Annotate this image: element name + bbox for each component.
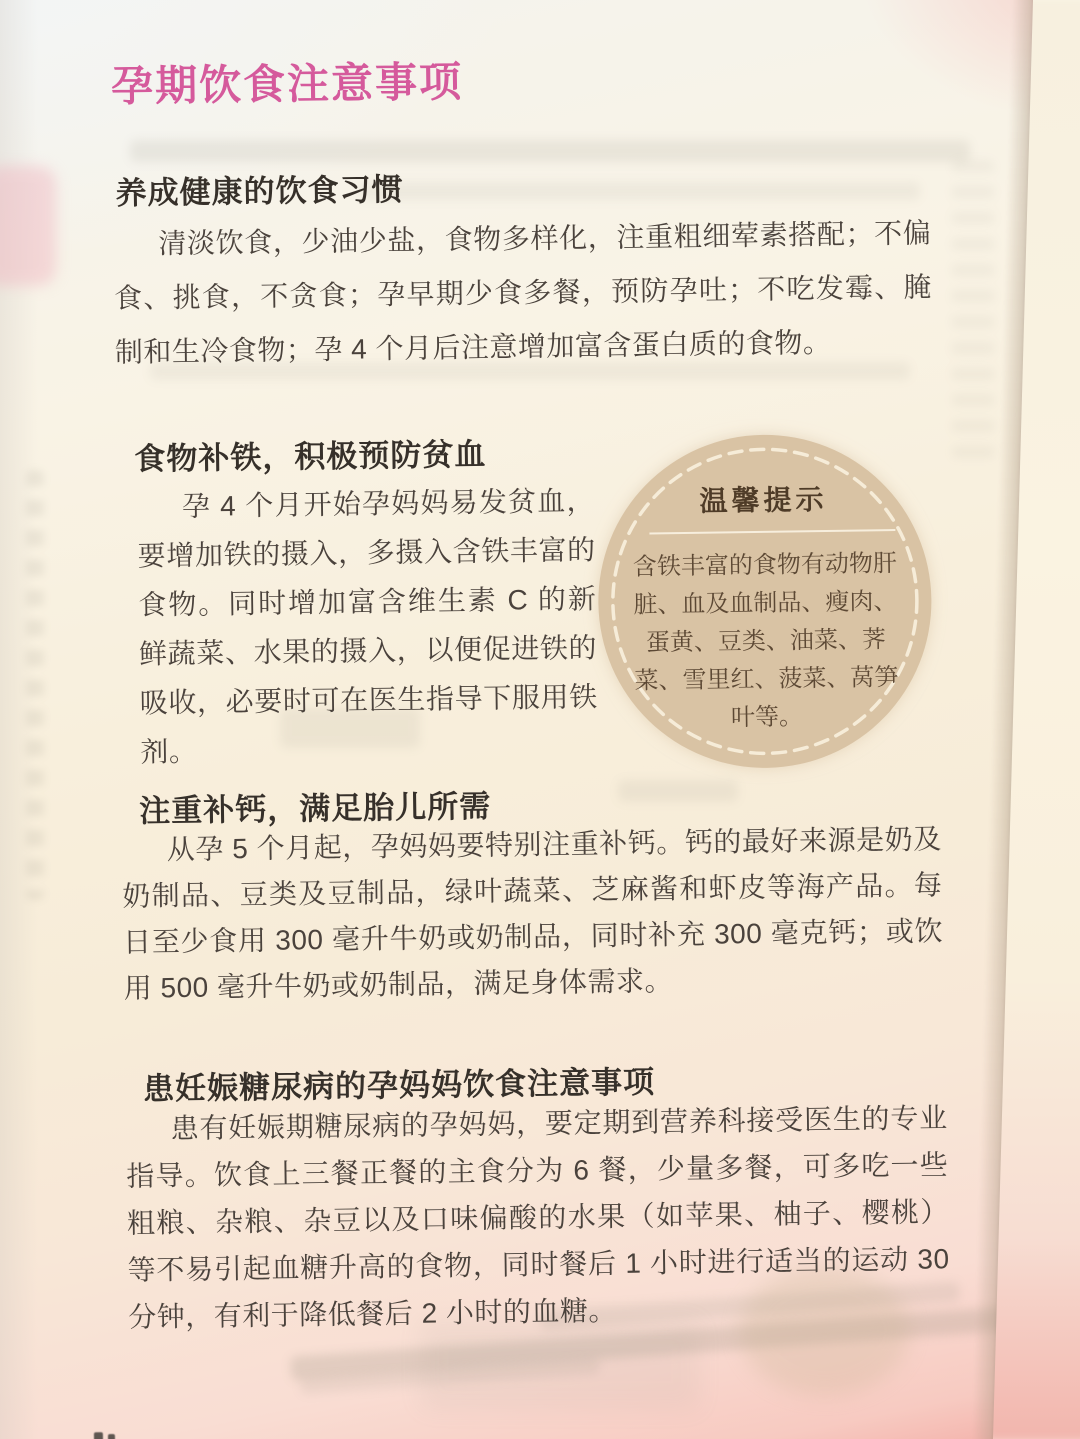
section-body-eating-habits: 清淡饮食，少油少盐，食物多样化，注重粗细荤素搭配；不偏食、挑食，不贪食；孕早期少食多餐，预防孕吐；不吃发霉、腌制和生冷食物；孕 4 个月后注意增加富含蛋白质的食物。 [113,217,933,368]
section-heading-iron: 食物补铁，积极预防贫血 [134,436,487,477]
section-body-calcium: 从孕 5 个月起，孕妈妈要特别注重补钙。钙的最好来源是奶及奶制品、豆类及豆制品，绿叶蔬菜、芝麻酱和虾皮等海产品。每日至少食用 300 毫升牛奶或奶制品，同时补充 300 毫克钙；或饮用 500 毫升牛奶或奶制品，满足身体需求。 [122,823,944,1004]
section-heading-eating-habits: 养成健康的饮食习惯 [115,171,404,211]
tip-title: 温馨提示 [699,483,828,517]
section-heading-gestational-diabetes: 患妊娠糖尿病的孕妈妈饮食注意事项 [142,1064,656,1107]
tip-circle [596,433,934,771]
section-body-iron: 孕 4 个月开始孕妈妈易发贫血，要增加铁的摄入，多摄入含铁丰富的食物。同时增加富含维生素 C 的新鲜蔬菜、水果的摄入，以便促进铁的吸收，必要时可在医生指导下服用铁剂。 [137,485,598,768]
section-heading-calcium: 注重补钙，满足胎儿所需 [138,788,492,829]
page-number-partial [94,1430,134,1439]
section-body-gestational-diabetes: 患有妊娠期糖尿病的孕妈妈，要定期到营养科接受医生的专业指导。饮食上三餐正餐的主食分为 6 餐，少量多餐，可多吃一些粗粮、杂粮、杂豆以及口味偏酸的水果（如苹果、柚子、樱桃）等不易引起血糖升高的食物，同时餐后 1 小时进行适当的运动 30 分钟，有利于降低餐后 2 小时的血糖。 [126,1102,950,1333]
tip-body: 含铁丰富的食物有动物肝脏、血及血制品、瘦肉、蛋黄、豆类、油菜、荠菜、雪里红、菠菜、莴笋叶等。 [632,550,899,732]
page-title: 孕期饮食注意事项 [110,58,464,110]
